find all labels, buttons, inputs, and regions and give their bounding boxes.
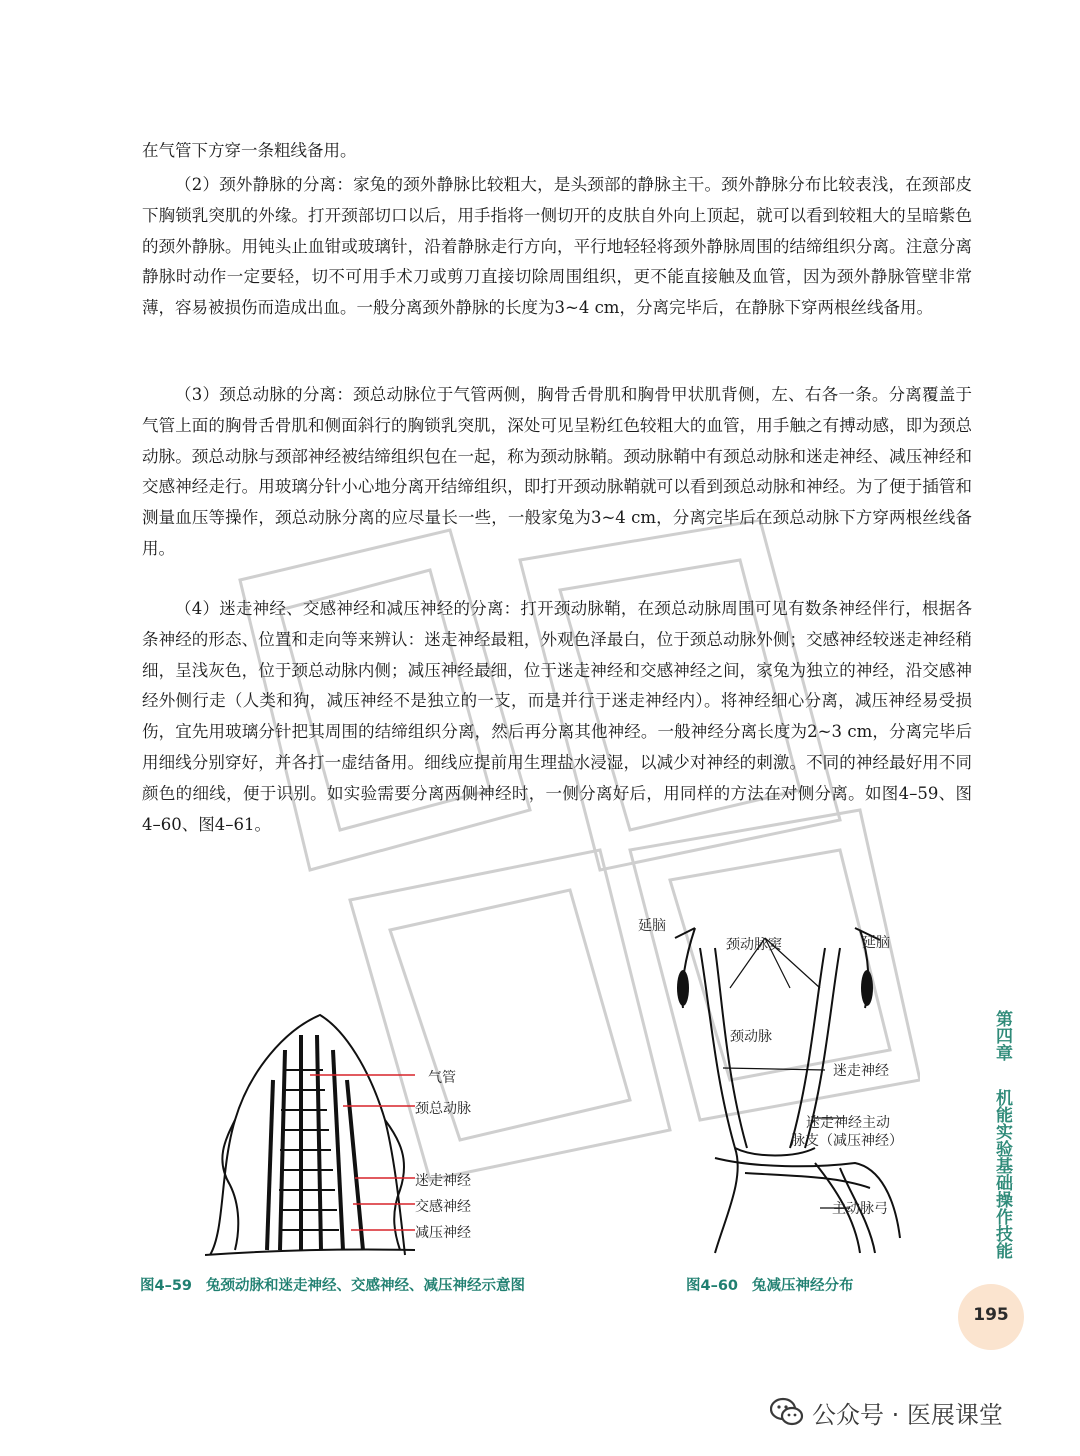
label-vagus: 迷走神经 xyxy=(415,1173,471,1189)
paragraph-continuation: 在气管下方穿一条粗线备用。 xyxy=(142,141,357,160)
wechat-account-footer xyxy=(770,1394,1003,1430)
chapter-number: 第四章 xyxy=(992,1010,1012,1061)
label-medulla-left: 延脑 xyxy=(638,918,666,934)
label-aortic-branch-1: 迷走神经主动 xyxy=(806,1115,890,1131)
caption-number: 图4–60 xyxy=(686,1278,739,1294)
paragraph-external-jugular: （2）颈外静脉的分离：家兔的颈外静脉比较粗大，是头颈部的静脉主干。颈外静脉分布比较表浅，在颈部皮下胸锁乳突肌的外缘。打开颈部切口以后，用手指将一侧切开的皮肤自外向上顶起，就可以看到较粗大的呈暗紫色的颈外静脉。用钝头止血钳或玻璃针，沿着静脉走行方向，平行地轻轻将颈外静脉周围的结缔组织分离。注意分离静脉时动作一定要轻，切不可用手术刀或剪刀直接切除周围组织，更不能直接触及血管，因为颈外静脉管壁非常薄，容易被损伤而造成出血。一般分离颈外静脉的长度为3~4 cm，分离完毕后，在静脉下穿两根丝线备用。 xyxy=(142,175,972,318)
page-number: 195 xyxy=(973,1305,1009,1325)
figure-4-60-caption xyxy=(686,1274,854,1295)
label-carotid-sinus: 颈动脉窦 xyxy=(726,937,782,953)
caption-text: 兔减压神经分布 xyxy=(752,1278,854,1294)
chapter-side-tab xyxy=(986,1010,1012,1259)
figure-4-59-illustration xyxy=(205,1010,415,1260)
label-medulla-right: 延脑 xyxy=(862,935,890,951)
caption-text: 兔颈动脉和迷走神经、交感神经、减压神经示意图 xyxy=(206,1278,526,1294)
label-aortic-arch: 主动脉弓 xyxy=(832,1201,888,1217)
label-trachea: 气管 xyxy=(428,1070,456,1086)
label-depressor: 减压神经 xyxy=(415,1225,471,1241)
wechat-account-name: 公众号 · 医展课堂 xyxy=(812,1400,1003,1429)
caption-number: 图4–59 xyxy=(140,1278,193,1294)
label-vagus-right: 迷走神经 xyxy=(833,1063,889,1079)
label-common-carotid: 颈总动脉 xyxy=(415,1101,471,1117)
paragraph-nerves: （4）迷走神经、交感神经和减压神经的分离：打开颈动脉鞘，在颈总动脉周围可见有数条神经伴行，根据各条神经的形态、位置和走向等来辨认：迷走神经最粗，外观色泽最白，位于颈总动脉外侧；交感神经较迷走神经稍细，呈浅灰色，位于颈总动脉内侧；减压神经最细，位于迷走神经和交感神经之间，家兔为独立的神经，沿交感神经外侧行走（人类和狗，减压神经不是独立的一支，而是并行于迷走神经内）。将神经细心分离，减压神经易受损伤，宜先用玻璃分针把其周围的结缔组织分离，然后再分离其他神经。一般神经分离长度为2~3 cm，分离完毕后用细线分别穿好，并各打一虚结备用。细线应提前用生理盐水浸湿，以减少对神经的刺激。不同的神经最好用不同颜色的细线，便于识别。如实验需要分离两侧神经时，一侧分离好后，用同样的方法在对侧分离。如图4–59、图4–60、图4–61。 xyxy=(142,599,972,834)
figure-4-59-caption xyxy=(140,1274,525,1295)
paragraph-common-carotid: （3）颈总动脉的分离：颈总动脉位于气管两侧，胸骨舌骨肌和胸骨甲状肌背侧，左、右各一条。分离覆盖于气管上面的胸骨舌骨肌和侧面斜行的胸锁乳突肌，深处可见呈粉红色较粗大的血管，用手触之有搏动感，即为颈总动脉。颈总动脉与颈部神经被结缔组织包在一起，称为颈动脉鞘。颈动脉鞘中有颈总动脉和迷走神经、减压神经和交感神经走行。用玻璃分针小心地分离开结缔组织，即打开颈动脉鞘就可以看到颈总动脉和神经。为了便于插管和测量血压等操作，颈总动脉分离的应尽量长一些，一般家兔为3~4 cm，分离完毕后在颈总动脉下方穿两根丝线备用。 xyxy=(142,385,972,558)
label-carotid: 颈动脉 xyxy=(730,1029,772,1045)
label-aortic-branch-2: 脉支（减压神经） xyxy=(791,1133,903,1149)
wechat-icon xyxy=(770,1397,804,1427)
chapter-title: 机能实验基础操作技能 xyxy=(992,1088,1012,1259)
label-sympathetic: 交感神经 xyxy=(415,1199,471,1215)
